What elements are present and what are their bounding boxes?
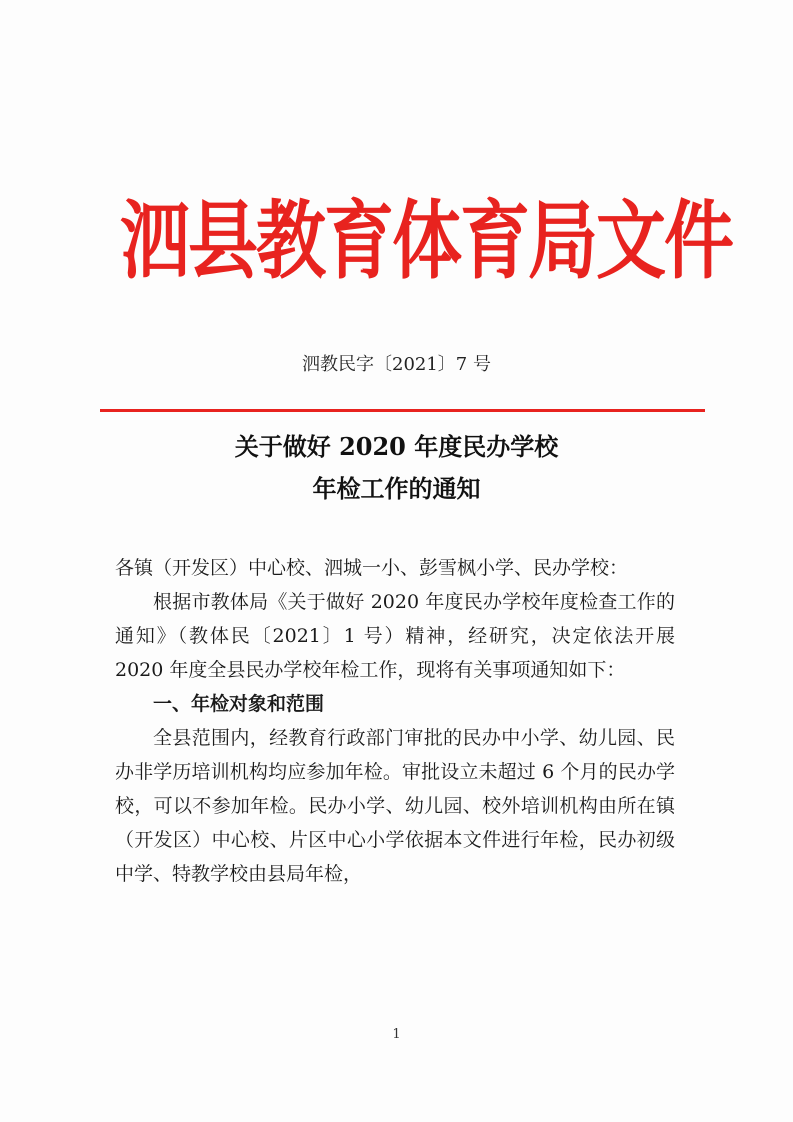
notice-body — [115, 551, 675, 891]
notice-title — [0, 426, 793, 510]
notice-title-line-1: 关于做好 2020 年度民办学校 — [234, 432, 559, 461]
notice-title-line-2: 年检工作的通知 — [312, 474, 481, 503]
salutation: 各镇（开发区）中心校、泗城一小、彭雪枫小学、民办学校： — [115, 557, 629, 579]
document-number: 泗教民字〔2021〕7 号 — [302, 354, 491, 375]
body-paragraph-1: 根据市教体局《关于做好 2020 年度民办学校年度检查工作的通知》（教体民〔2021〕1 号）精神，经研究，决定依法开展 2020 年度全县民办学校年检工作，现将有关事项通知如下： — [115, 591, 675, 681]
page-number: 1 — [392, 1027, 401, 1042]
masthead-title: 泗县教育体育局文件 — [120, 190, 732, 292]
red-divider-rule — [100, 409, 705, 412]
body-paragraph-2: 全县范围内，经教育行政部门审批的民办中小学、幼儿园、民办非学历培训机构均应参加年检。审批设立未超过 6 个月的民办学校，可以不参加年检。民办小学、幼儿园、校外培训机构由所在镇（开发区）中心校、片区中心小学依据本文件进行年检，民办初级中学、特教学校由县局年检， — [115, 727, 675, 885]
section-heading-1: 一、年检对象和范围 — [153, 693, 325, 715]
